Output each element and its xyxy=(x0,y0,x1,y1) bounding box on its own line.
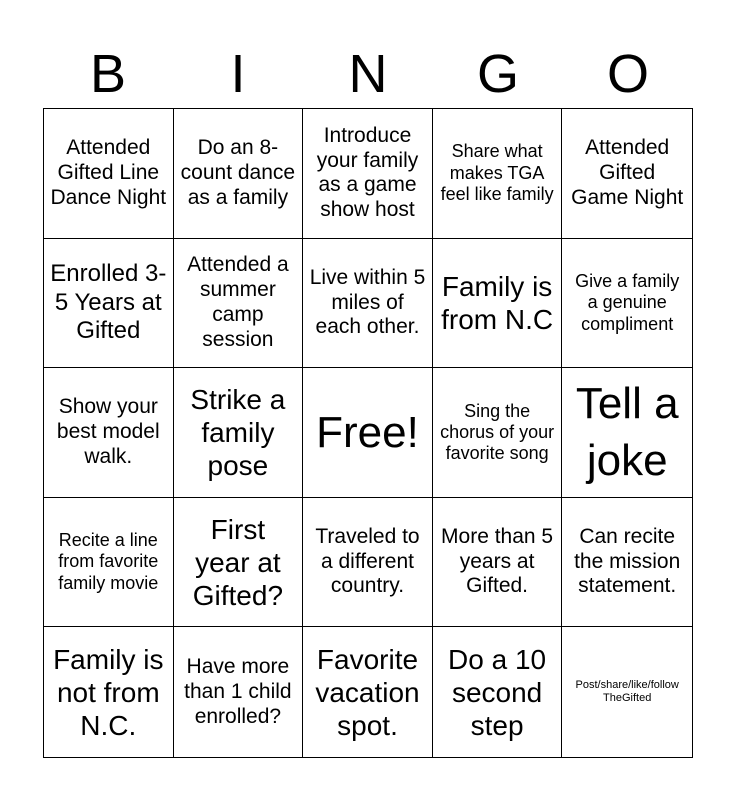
bingo-cell-r2-c4[interactable] xyxy=(433,239,563,369)
bingo-cell-r3-c2[interactable] xyxy=(174,368,304,498)
cell-text: Family is not from N.C. xyxy=(53,643,164,741)
header-letter-i: I xyxy=(230,44,246,104)
header-letter-g: G xyxy=(476,44,519,104)
bingo-cell-r4-c2[interactable] xyxy=(174,498,304,628)
bingo-cell-r2-c2[interactable] xyxy=(174,239,304,369)
cell-text: Family is from N.C xyxy=(441,270,554,335)
bingo-cell-r3-c5[interactable] xyxy=(562,368,692,498)
bingo-cell-r4-c1[interactable] xyxy=(44,498,174,628)
cell-text: Share what makes TGA feel like family xyxy=(440,141,554,204)
cell-text: Enrolled 3-5 Years at Gifted xyxy=(50,260,167,345)
cell-text: Attended a summer camp session xyxy=(187,253,289,351)
bingo-cell-r5-c4[interactable] xyxy=(433,627,563,757)
header-letter-o: O xyxy=(606,44,649,104)
cell-text: Show your best model walk. xyxy=(56,395,160,468)
cell-text: Strike a family pose xyxy=(190,383,286,481)
cell-text: Sing the chorus of your favorite song xyxy=(440,400,555,464)
header-letter-b: B xyxy=(89,44,127,104)
free-space-text: Free! xyxy=(316,407,419,457)
bingo-cell-r5-c1[interactable] xyxy=(44,627,174,757)
bingo-cell-r1-c2[interactable] xyxy=(174,109,304,239)
cell-text: Give a family a genuine compliment xyxy=(575,271,680,334)
bingo-cell-r2-c3[interactable] xyxy=(303,239,433,369)
cell-text: Attended Gifted Line Dance Night xyxy=(50,136,167,209)
bingo-board xyxy=(43,108,693,758)
bingo-cell-r5-c3[interactable] xyxy=(303,627,433,757)
cell-text: Do a 10 second step xyxy=(448,643,547,741)
cell-text: More than 5 years at Gifted. xyxy=(441,524,554,598)
bingo-cell-r2-c5[interactable] xyxy=(562,239,692,369)
cell-text: Live within 5 miles of each other. xyxy=(309,265,426,339)
cell-text: Do an 8-count dance as a family xyxy=(180,136,296,209)
bingo-cell-r3-c4[interactable] xyxy=(433,368,563,498)
bingo-cell-free[interactable] xyxy=(303,368,433,498)
bingo-cell-r5-c5[interactable] xyxy=(562,627,692,757)
cell-text: Favorite vacation spot. xyxy=(315,643,420,741)
bingo-cell-r3-c1[interactable] xyxy=(44,368,174,498)
cell-text: Recite a line from favorite family movie xyxy=(58,530,159,593)
bingo-cell-r1-c5[interactable] xyxy=(562,109,692,239)
bingo-cell-r1-c3[interactable] xyxy=(303,109,433,239)
cell-text: Post/share/like/follow TheGifted xyxy=(575,679,679,705)
header-letter-n: N xyxy=(348,44,388,104)
cell-text: Can recite the mission statement. xyxy=(574,524,681,598)
bingo-header xyxy=(43,40,693,108)
bingo-cell-r4-c3[interactable] xyxy=(303,498,433,628)
bingo-cell-r2-c1[interactable] xyxy=(44,239,174,369)
cell-text: First year at Gifted? xyxy=(192,513,284,611)
bingo-cell-r5-c2[interactable] xyxy=(174,627,304,757)
bingo-cell-r4-c5[interactable] xyxy=(562,498,692,628)
cell-text: Introduce your family as a game show host xyxy=(316,123,419,222)
cell-text: Attended Gifted Game Night xyxy=(571,136,684,209)
bingo-cell-r1-c4[interactable] xyxy=(433,109,563,239)
cell-text: Have more than 1 child enrolled? xyxy=(184,655,292,728)
cell-text: Tell a joke xyxy=(575,379,679,486)
cell-text: Traveled to a different country. xyxy=(315,524,420,598)
bingo-cell-r4-c4[interactable] xyxy=(433,498,563,628)
bingo-cell-r1-c1[interactable] xyxy=(44,109,174,239)
